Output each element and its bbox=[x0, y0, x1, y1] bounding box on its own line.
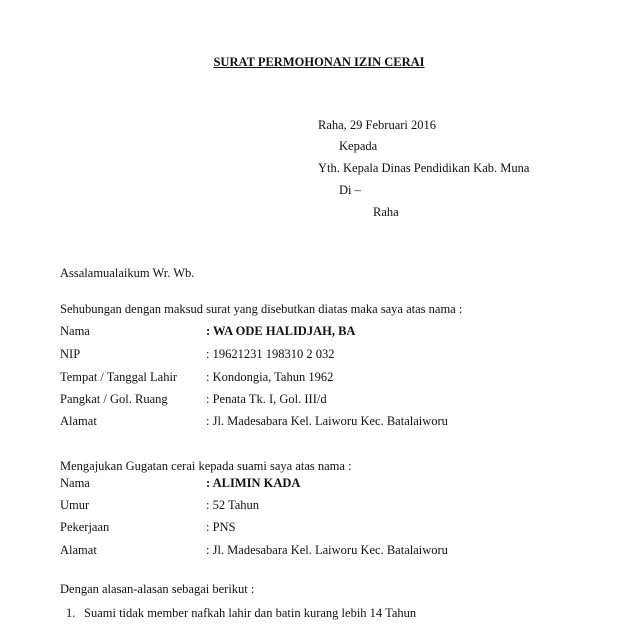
applicant-name-label: Nama bbox=[60, 324, 90, 338]
applicant-rank-value: : Penata Tk. I, Gol. III/d bbox=[206, 392, 327, 406]
spouse-age-value: : 52 Tahun bbox=[206, 498, 260, 512]
spouse-age-label: Umur bbox=[60, 498, 90, 512]
recipient-line: Yth. Kepala Dinas Pendidikan Kab. Muna bbox=[318, 161, 530, 175]
applicant-name-value: : WA ODE HALIDJAH, BA bbox=[206, 324, 356, 338]
reasons-intro: Dengan alasan-alasan sebagai berikut : bbox=[60, 582, 255, 596]
spouse-job-value: : PNS bbox=[206, 520, 236, 534]
intro-text: Sehubungan dengan maksud surat yang disebutkan diatas maka saya atas nama : bbox=[60, 302, 463, 316]
letter-title: SURAT PERMOHONAN IZIN CERAI bbox=[213, 55, 425, 69]
reason-text: Suami tidak member nafkah lahir dan batin kurang lebih 14 Tahun bbox=[84, 606, 417, 620]
applicant-birth-label: Tempat / Tanggal Lahir bbox=[60, 370, 178, 384]
reason-number: 1. bbox=[66, 606, 76, 620]
applicant-nip-label: NIP bbox=[60, 347, 81, 361]
recipient-city: Raha bbox=[373, 205, 399, 219]
applicant-address-label: Alamat bbox=[60, 414, 97, 428]
greeting: Assalamualaikum Wr. Wb. bbox=[60, 266, 195, 280]
applicant-address-value: : Jl. Madesabara Kel. Laiworu Kec. Batalaiworu bbox=[206, 414, 448, 428]
lawsuit-intro: Mengajukan Gugatan cerai kepada suami saya atas nama : bbox=[60, 459, 352, 473]
spouse-name-label: Nama bbox=[60, 476, 90, 490]
place-date: Raha, 29 Februari 2016 bbox=[318, 118, 437, 132]
spouse-address-value: : Jl. Madesabara Kel. Laiworu Kec. Batalaiworu bbox=[206, 543, 448, 557]
applicant-rank-label: Pangkat / Gol. Ruang bbox=[60, 392, 168, 406]
applicant-birth-value: : Kondongia, Tahun 1962 bbox=[206, 370, 334, 384]
spouse-address-label: Alamat bbox=[60, 543, 97, 557]
spouse-job-label: Pekerjaan bbox=[60, 520, 110, 534]
spouse-name-value: : ALIMIN KADA bbox=[206, 476, 301, 490]
kepada-label: Kepada bbox=[339, 139, 378, 153]
di-label: Di – bbox=[339, 183, 361, 197]
applicant-nip-value: : 19621231 198310 2 032 bbox=[206, 347, 335, 361]
